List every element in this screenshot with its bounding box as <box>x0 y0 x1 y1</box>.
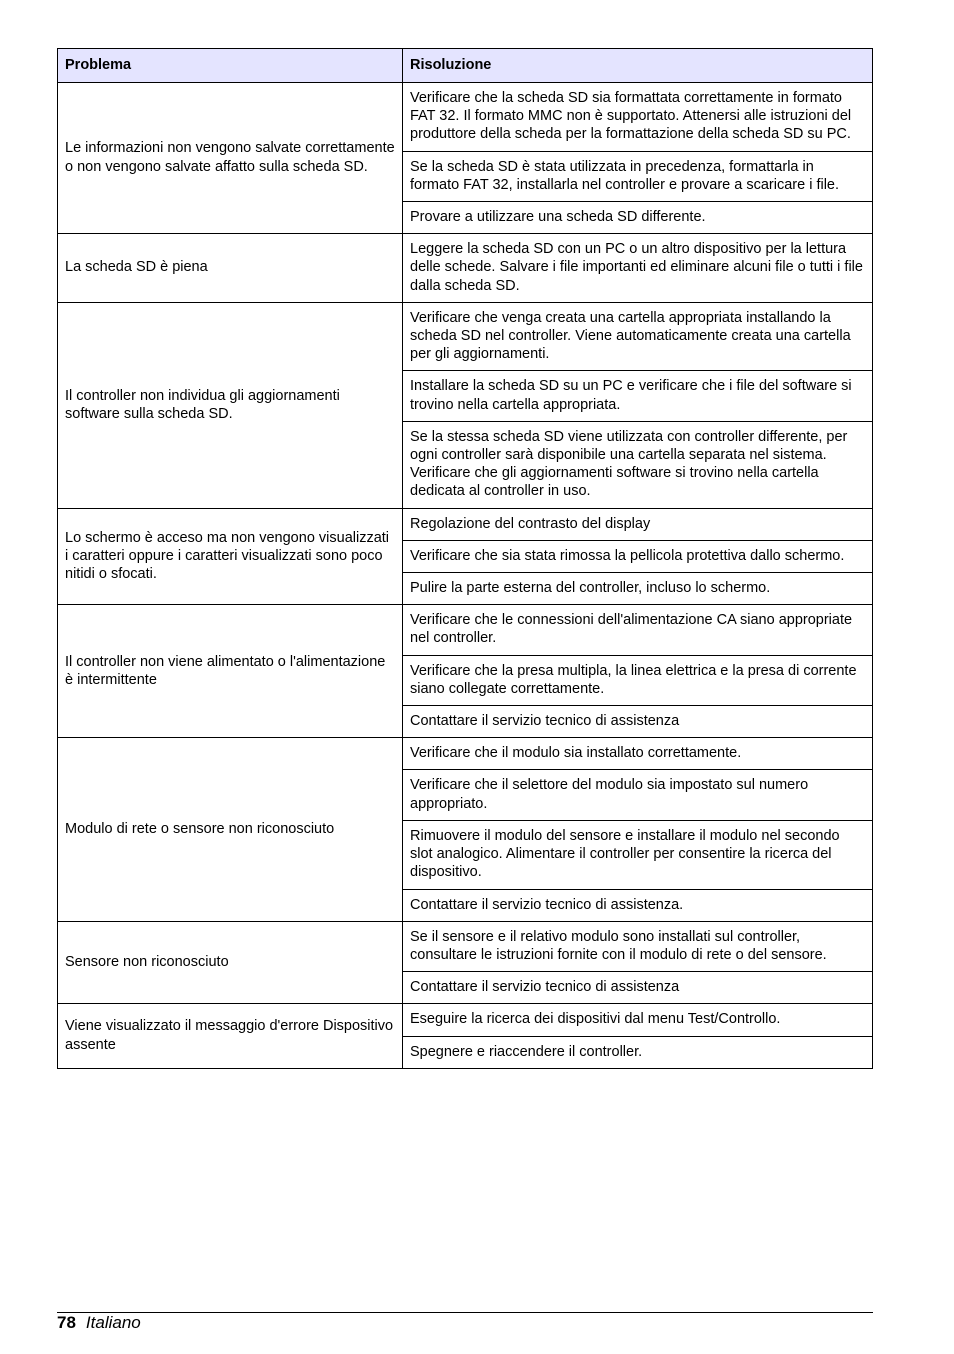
solution-cell: Verificare che sia stata rimossa la pellicola protettiva dallo schermo. <box>403 540 873 572</box>
solution-cell: Se il sensore e il relativo modulo sono installati sul controller, consultare le istruzioni fornite con il modulo di rete o del sensore. <box>403 921 873 971</box>
solution-cell: Contattare il servizio tecnico di assistenza <box>403 706 873 738</box>
table-row <box>58 921 873 971</box>
problem-cell: Il controller non viene alimentato o l'alimentazione è intermittente <box>58 605 403 738</box>
solution-cell: Verificare che il modulo sia installato correttamente. <box>403 738 873 770</box>
table-row <box>58 234 873 303</box>
solution-cell: Contattare il servizio tecnico di assistenza. <box>403 889 873 921</box>
problem-cell: Viene visualizzato il messaggio d'errore Dispositivo assente <box>58 1004 403 1068</box>
solution-cell: Rimuovere il modulo del sensore e installare il modulo nel secondo slot analogico. Alimentare il controller per consentire la ricerca del dispositivo. <box>403 820 873 889</box>
problem-cell: Lo schermo è acceso ma non vengono visualizzati i caratteri oppure i caratteri visualizzati sono poco nitidi o sfocati. <box>58 508 403 605</box>
page-number: 78 <box>57 1313 76 1332</box>
table-row <box>58 738 873 770</box>
footer-divider <box>57 1312 873 1313</box>
solution-cell: Installare la scheda SD su un PC e verificare che i file del software si trovino nella cartella appropriata. <box>403 371 873 421</box>
solution-cell: Regolazione del contrasto del display <box>403 508 873 540</box>
solution-cell: Verificare che le connessioni dell'alimentazione CA siano appropriate nel controller. <box>403 605 873 655</box>
solution-cell: Provare a utilizzare una scheda SD differente. <box>403 202 873 234</box>
table-row <box>58 83 873 152</box>
solution-cell: Verificare che la scheda SD sia formattata correttamente in formato FAT 32. Il formato MMC non è supportato. Attenersi alle istruzioni del produttore della scheda per la formattazione della scheda SD su PC. <box>403 83 873 152</box>
solution-cell: Spegnere e riaccendere il controller. <box>403 1036 873 1068</box>
problem-cell: La scheda SD è piena <box>58 234 403 303</box>
solution-cell: Verificare che il selettore del modulo sia impostato sul numero appropriato. <box>403 770 873 820</box>
table-row <box>58 605 873 655</box>
problem-cell: Il controller non individua gli aggiornamenti software sulla scheda SD. <box>58 302 403 508</box>
table-row <box>58 302 873 371</box>
problem-cell: Sensore non riconosciuto <box>58 921 403 1004</box>
problem-cell: Modulo di rete o sensore non riconosciuto <box>58 738 403 921</box>
solution-cell: Verificare che la presa multipla, la linea elettrica e la presa di corrente siano collegate correttamente. <box>403 655 873 705</box>
solution-cell: Se la scheda SD è stata utilizzata in precedenza, formattarla in formato FAT 32, installarla nel controller e provare a scaricare i file. <box>403 151 873 201</box>
header-problem: Problema <box>58 49 403 83</box>
solution-cell: Eseguire la ricerca dei dispositivi dal menu Test/Controllo. <box>403 1004 873 1036</box>
table-header-row <box>58 49 873 83</box>
solution-cell: Leggere la scheda SD con un PC o un altro dispositivo per la lettura delle schede. Salvare i file importanti ed eliminare alcuni file o tutti i file dalla scheda SD. <box>403 234 873 303</box>
problem-cell: Le informazioni non vengono salvate correttamente o non vengono salvate affatto sulla scheda SD. <box>58 83 403 234</box>
troubleshooting-table <box>57 48 873 1069</box>
solution-cell: Verificare che venga creata una cartella appropriata installando la scheda SD nel controller. Viene automaticamente creata una cartella per gli aggiornamenti. <box>403 302 873 371</box>
table-body <box>58 83 873 1069</box>
header-solution: Risoluzione <box>403 49 873 83</box>
footer-language: Italiano <box>85 1313 141 1332</box>
table-row <box>58 1004 873 1036</box>
solution-cell: Se la stessa scheda SD viene utilizzata con controller differente, per ogni controller sarà disponibile una cartella separata nel sistema. Verificare che gli aggiornamenti software si trovino nella cartella dedicata al controller in uso. <box>403 421 873 508</box>
page-footer <box>57 1313 141 1333</box>
solution-cell: Pulire la parte esterna del controller, incluso lo schermo. <box>403 573 873 605</box>
solution-cell: Contattare il servizio tecnico di assistenza <box>403 972 873 1004</box>
table-row <box>58 508 873 540</box>
